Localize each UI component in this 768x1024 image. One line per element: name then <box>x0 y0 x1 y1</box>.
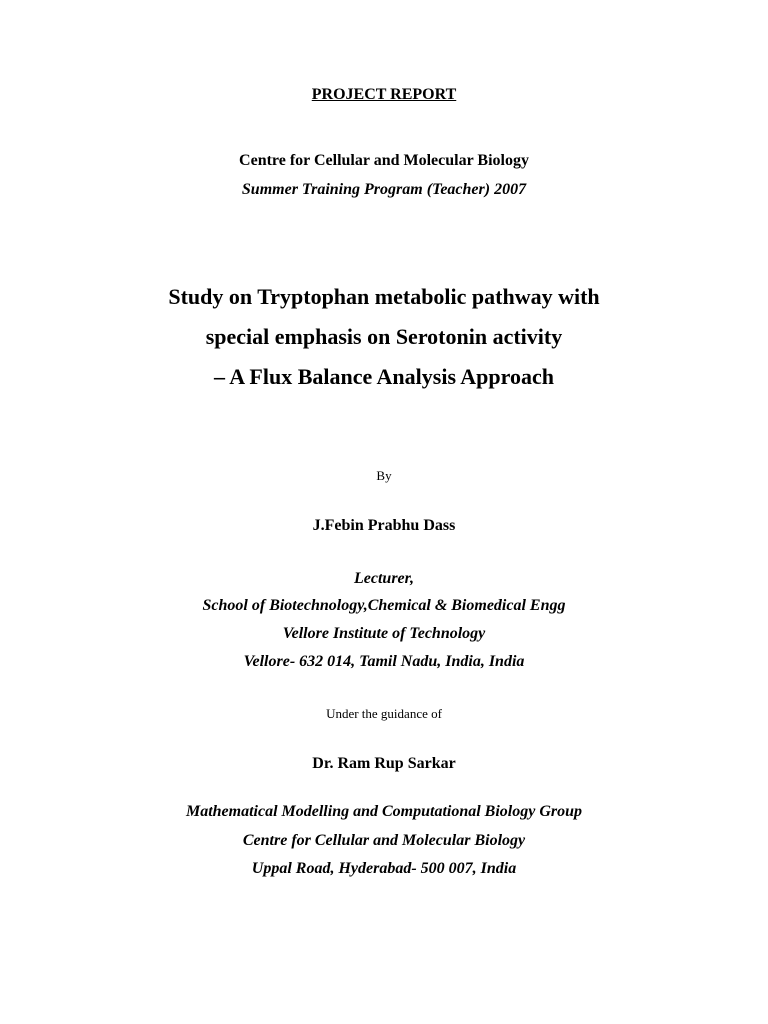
author-affiliation-line-2: School of Biotechnology,Chemical & Biomedical Engg <box>202 597 566 614</box>
title-line-2: special emphasis on Serotonin activity <box>205 324 563 349</box>
title-line-3: – A Flux Balance Analysis Approach <box>213 364 555 389</box>
guide-affiliation-line-2: Centre for Cellular and Molecular Biology <box>242 832 526 849</box>
author-affiliation-line-3: Vellore Institute of Technology <box>282 625 486 642</box>
guide-name: Dr. Ram Rup Sarkar <box>312 755 456 772</box>
title-line-1: Study on Tryptophan metabolic pathway with <box>168 284 600 309</box>
author-affiliation-line-1: Lecturer, <box>354 570 414 587</box>
guidance-label: Under the guidance of <box>326 706 442 721</box>
report-label: PROJECT REPORT <box>311 86 457 103</box>
guide-affiliation-line-1: Mathematical Modelling and Computational Biology Group <box>185 803 583 820</box>
program-name: Summer Training Program (Teacher) 2007 <box>241 181 527 198</box>
by-label: By <box>376 468 392 483</box>
institution-name: Centre for Cellular and Molecular Biology <box>239 152 529 169</box>
author-affiliation-line-4: Vellore- 632 014, Tamil Nadu, India, India <box>243 653 525 670</box>
guide-affiliation-line-3: Uppal Road, Hyderabad- 500 007, India <box>251 860 517 877</box>
author-name: J.Febin Prabhu Dass <box>312 517 456 534</box>
